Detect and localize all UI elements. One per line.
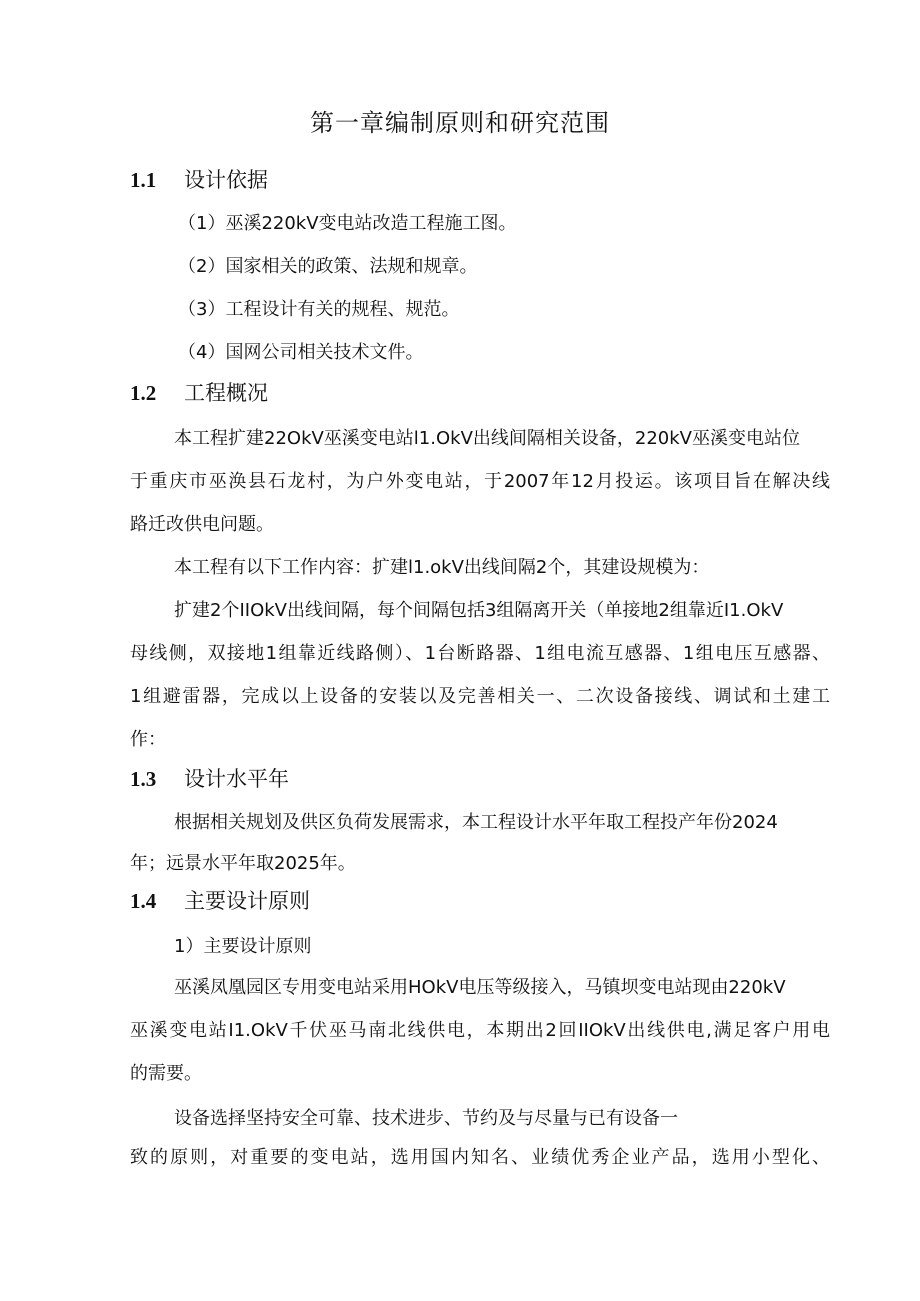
section-title: 设计依据: [184, 168, 268, 192]
chapter-title: 第一章编制原则和研究范围: [310, 109, 610, 137]
paragraph-line: 母线侧，双接地1组靠近线路侧）、1台断路器、1组电流互感器、1组电压互感器、: [130, 643, 830, 664]
section-number: 1.2: [130, 381, 157, 405]
paragraph-line: 扩建2个IIOkV出线间隔，每个间隔包括3组隔离开关（单接地2组靠近I1.OkV: [174, 600, 784, 621]
section-heading-1-1: [130, 164, 268, 194]
paragraph-line: 设备选择坚持安全可靠、技术进步、节约及与尽量与已有设备一: [174, 1108, 678, 1129]
section-title: 工程概况: [184, 381, 268, 405]
paragraph-line: 根据相关规划及供区负荷发展需求，本工程设计水平年取工程投产年份2024: [174, 812, 778, 833]
paragraph-line: 致的原则，对重要的变电站，选用国内知名、业绩优秀企业产品，选用小型化、: [130, 1147, 830, 1168]
section-number: 1.1: [130, 168, 157, 192]
paragraph-line: 巫溪变电站I1.OkV千伏巫马南北线供电，本期出2回IIOkV出线供电,满足客户用电: [130, 1020, 830, 1041]
section-heading-1-4: [130, 885, 310, 915]
paragraph-line: 的需要。: [130, 1063, 202, 1084]
section-title: 主要设计原则: [184, 889, 310, 913]
list-item: （1）巫溪220kV变电站改造工程施工图。: [178, 213, 517, 234]
paragraph-line: 本工程有以下工作内容：扩建l1.okV出线间隔2个，其建设规模为：: [174, 557, 710, 578]
paragraph-line: 1组避雷器，完成以上设备的安装以及完善相关一、二次设备接线、调试和土建工: [130, 686, 830, 707]
paragraph-line: 作：: [130, 729, 166, 750]
paragraph-line: 巫溪凤凰园区专用变电站采用HOkV电压等级接入，马镇坝变电站现由220kV: [174, 977, 786, 998]
list-item: （4）国网公司相关技术文件。: [178, 342, 424, 363]
section-number: 1.4: [130, 889, 157, 913]
section-number: 1.3: [130, 767, 157, 791]
paragraph-line: 本工程扩建22OkV巫溪变电站l1.OkV出线间隔相关设备，220kV巫溪变电站位: [174, 428, 800, 449]
section-heading-1-2: [130, 377, 268, 407]
list-item: （3）工程设计有关的规程、规范。: [178, 299, 460, 320]
paragraph-line: 年；远景水平年取2025年。: [130, 853, 356, 874]
list-item: （2）国家相关的政策、法规和规章。: [178, 256, 478, 277]
section-heading-1-3: [130, 763, 289, 793]
section-title: 设计水平年: [184, 767, 289, 791]
subheading: 1）主要设计原则: [174, 936, 312, 957]
paragraph-line: 路迁改供电问题。: [130, 514, 274, 535]
paragraph-line: 于重庆市巫涣县石龙村，为户外变电站，于2007年12月投运。该项目旨在解决线: [130, 471, 830, 492]
